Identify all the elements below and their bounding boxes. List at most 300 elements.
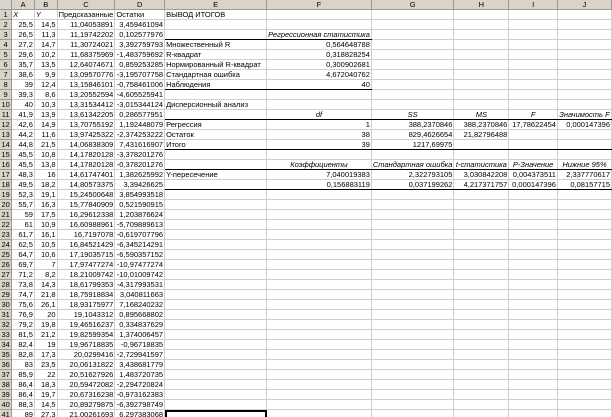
cell-e28[interactable]: [165, 280, 267, 290]
cell-j33[interactable]: [557, 330, 611, 340]
cell-h2[interactable]: [454, 20, 509, 30]
cell-d4[interactable]: 3,392759793: [115, 40, 165, 50]
cell-j41[interactable]: [557, 410, 611, 417]
cell-g38[interactable]: [371, 380, 454, 390]
cell-b31[interactable]: 20: [34, 310, 57, 320]
cell-e22[interactable]: [165, 220, 267, 230]
cell-a12[interactable]: 42,6: [12, 120, 35, 130]
cell-a11[interactable]: 41,9: [12, 110, 35, 120]
row-header[interactable]: 26: [1, 259, 10, 269]
cell-i34[interactable]: [509, 340, 558, 350]
cell-j29[interactable]: [557, 290, 611, 300]
cell-h16[interactable]: t-статистика: [455, 159, 507, 169]
cell-j18[interactable]: 0,08157715: [557, 180, 611, 190]
cell-i30[interactable]: [509, 300, 558, 310]
cell-c19[interactable]: 15,24500648: [57, 190, 115, 200]
row-header[interactable]: 20: [1, 199, 10, 209]
cell-i14[interactable]: [509, 140, 558, 150]
row-header[interactable]: 40: [1, 399, 10, 409]
row-header[interactable]: 23: [1, 229, 10, 239]
cell-a3[interactable]: 26,5: [12, 30, 35, 40]
cell-b5[interactable]: 10,2: [34, 50, 57, 60]
cell-d41[interactable]: 6,297383068: [115, 410, 165, 417]
cell-c5[interactable]: 11,68375969: [57, 50, 115, 60]
cell-f36[interactable]: [267, 360, 372, 370]
cell-d21[interactable]: 1,203876624: [115, 210, 165, 220]
cell-h35[interactable]: [454, 350, 509, 360]
cell-b41[interactable]: 27,3: [34, 410, 57, 417]
cell-d7[interactable]: -3,195707758: [116, 69, 164, 79]
cell-b13[interactable]: 11,6: [34, 130, 57, 140]
cell-i23[interactable]: [509, 230, 558, 240]
cell-i11[interactable]: F: [509, 110, 558, 120]
cell-g32[interactable]: [371, 320, 454, 330]
cell-g16[interactable]: Стандартная ошибка: [372, 159, 453, 169]
row-header[interactable]: 32: [1, 319, 10, 329]
cell-a28[interactable]: 73,8: [12, 280, 35, 290]
cell-f3[interactable]: Регрессионная статистика: [268, 29, 370, 39]
cell-h30[interactable]: [454, 300, 509, 310]
cell-b22[interactable]: 10,9: [34, 220, 57, 230]
cell-a25[interactable]: 64,7: [12, 250, 35, 260]
cell-a35[interactable]: 82,8: [12, 350, 35, 360]
cell-a40[interactable]: 88,3: [12, 400, 35, 410]
row-header[interactable]: 4: [0, 40, 12, 50]
cell-e9[interactable]: [165, 90, 267, 100]
cell-f23[interactable]: [267, 230, 372, 240]
cell-h14[interactable]: [454, 140, 509, 150]
cell-f20[interactable]: [267, 200, 372, 210]
cell-b12[interactable]: 14,9: [34, 120, 57, 130]
cell-e40[interactable]: [165, 400, 267, 410]
cell-b28[interactable]: 14,3: [34, 280, 57, 290]
cell-h15[interactable]: [454, 150, 509, 160]
cell-i2[interactable]: [509, 20, 558, 30]
cell-j7[interactable]: [557, 70, 611, 80]
column-header-d[interactable]: D: [115, 0, 165, 10]
cell-f21[interactable]: [267, 210, 372, 220]
row-header[interactable]: 15: [1, 149, 10, 159]
row-header[interactable]: 38: [1, 379, 10, 389]
cell-g1[interactable]: [371, 10, 454, 20]
cell-c21[interactable]: 16,29612338: [57, 210, 115, 220]
cell-f6[interactable]: 0,300902681: [267, 60, 372, 70]
cell-j30[interactable]: [557, 300, 611, 310]
cell-c39[interactable]: 20,67316238: [57, 390, 115, 400]
cell-g22[interactable]: [371, 220, 454, 230]
cell-a10[interactable]: 40: [12, 100, 35, 110]
cell-d29[interactable]: 3,040811663: [115, 290, 165, 300]
cell-e7[interactable]: Стандартная ошибка: [165, 70, 267, 80]
cell-g10[interactable]: [371, 100, 454, 110]
cell-d37[interactable]: 1,483720735: [115, 370, 165, 380]
cell-c33[interactable]: 19,82599354: [57, 330, 115, 340]
cell-d24[interactable]: -6,345214291: [116, 239, 164, 249]
cell-f25[interactable]: [267, 250, 372, 260]
cell-b8[interactable]: 12,4: [34, 80, 57, 90]
row-header[interactable]: 9: [0, 90, 12, 100]
cell-a27[interactable]: 71,2: [12, 270, 35, 280]
cell-e21[interactable]: [165, 210, 267, 220]
cell-d17[interactable]: 1,382625992: [115, 170, 165, 180]
cell-j3[interactable]: [557, 30, 611, 40]
cell-i3[interactable]: [509, 30, 558, 40]
cell-e13[interactable]: Остаток: [165, 130, 267, 140]
cell-a41[interactable]: 89: [12, 410, 35, 417]
cell-e3[interactable]: [165, 30, 267, 40]
cell-e26[interactable]: [165, 260, 267, 270]
cell-g41[interactable]: [371, 410, 454, 417]
cell-e16[interactable]: [165, 160, 267, 170]
cell-i39[interactable]: [509, 390, 558, 400]
cell-h8[interactable]: [454, 80, 509, 90]
cell-i9[interactable]: [509, 90, 558, 100]
cell-c37[interactable]: 20,51627926: [57, 370, 115, 380]
cell-c27[interactable]: 18,21009742: [57, 270, 115, 280]
cell-c35[interactable]: 20,0299416: [57, 350, 115, 360]
cell-i20[interactable]: [509, 200, 558, 210]
row-header[interactable]: 25: [1, 249, 10, 259]
cell-e24[interactable]: [165, 240, 267, 250]
cell-d1[interactable]: Остатки: [115, 10, 165, 20]
cell-b36[interactable]: 23,5: [34, 360, 57, 370]
cell-d28[interactable]: -4,317993531: [116, 279, 164, 289]
cell-g4[interactable]: [371, 40, 454, 50]
cell-c23[interactable]: 16,7197078: [57, 230, 115, 240]
cell-e34[interactable]: [165, 340, 267, 350]
cell-h26[interactable]: [454, 260, 509, 270]
cell-a15[interactable]: 45,5: [12, 150, 35, 160]
cell-c11[interactable]: 13,61342205: [57, 110, 115, 120]
cell-c20[interactable]: 15,77840909: [57, 200, 115, 210]
cell-i35[interactable]: [509, 350, 558, 360]
cell-i12[interactable]: 17,78622454: [509, 120, 558, 130]
cell-h13[interactable]: 21,82796488: [454, 130, 509, 140]
cell-a19[interactable]: 52,3: [12, 190, 35, 200]
cell-g39[interactable]: [371, 390, 454, 400]
cell-g11[interactable]: SS: [371, 110, 454, 120]
row-header[interactable]: 30: [1, 299, 10, 309]
cell-a33[interactable]: 81,5: [12, 330, 35, 340]
row-header[interactable]: 27: [1, 269, 10, 279]
cell-i38[interactable]: [509, 380, 558, 390]
cell-i22[interactable]: [509, 220, 558, 230]
cell-b9[interactable]: 8,6: [34, 90, 57, 100]
cell-d34[interactable]: -0,96718835: [115, 340, 165, 350]
cell-g17[interactable]: 2,322793105: [371, 170, 454, 180]
cell-f4[interactable]: 0,564648788: [267, 40, 372, 50]
cell-i31[interactable]: [509, 310, 558, 320]
cell-a2[interactable]: 25,5: [12, 20, 35, 30]
cell-h25[interactable]: [454, 250, 509, 260]
cell-e18[interactable]: [165, 180, 267, 190]
cell-e33[interactable]: [165, 330, 267, 340]
cell-d22[interactable]: -5,709889613: [116, 219, 164, 229]
cell-e23[interactable]: [165, 230, 267, 240]
cell-e10[interactable]: Дисперсионный анализ: [165, 100, 267, 110]
cell-b26[interactable]: 7: [34, 260, 57, 270]
cell-i24[interactable]: [509, 240, 558, 250]
cell-i41[interactable]: [509, 410, 558, 417]
cell-j39[interactable]: [557, 390, 611, 400]
cell-e4[interactable]: Множественный R: [165, 40, 267, 50]
cell-a30[interactable]: 75,6: [12, 300, 35, 310]
cell-g5[interactable]: [371, 50, 454, 60]
cell-f8[interactable]: 40: [267, 80, 372, 90]
cell-e35[interactable]: [165, 350, 267, 360]
cell-c4[interactable]: 11,30724021: [57, 40, 115, 50]
cell-f27[interactable]: [267, 270, 372, 280]
cell-a38[interactable]: 86,4: [12, 380, 35, 390]
cell-a16[interactable]: 45,5: [12, 160, 35, 170]
cell-b29[interactable]: 21,8: [34, 290, 57, 300]
row-header[interactable]: 21: [1, 209, 10, 219]
column-header-a[interactable]: A: [12, 0, 35, 10]
cell-d23[interactable]: -0,619707796: [116, 229, 164, 239]
cell-h17[interactable]: 3,030842208: [454, 170, 509, 180]
row-header[interactable]: 17: [1, 169, 10, 179]
row-header[interactable]: 11: [0, 110, 12, 120]
cell-a17[interactable]: 48,3: [12, 170, 35, 180]
cell-g37[interactable]: [371, 370, 454, 380]
cell-i15[interactable]: [509, 150, 558, 160]
column-header-j[interactable]: J: [557, 0, 611, 10]
cell-d6[interactable]: 0,859253285: [115, 60, 165, 70]
cell-j28[interactable]: [557, 280, 611, 290]
cell-h18[interactable]: 4,217371757: [454, 180, 509, 190]
cell-b40[interactable]: 14,5: [34, 400, 57, 410]
cell-h5[interactable]: [454, 50, 509, 60]
cell-d18[interactable]: 3,39426625: [115, 180, 165, 190]
cell-i32[interactable]: [509, 320, 558, 330]
cell-c30[interactable]: 18,93175977: [57, 300, 115, 310]
cell-i27[interactable]: [509, 270, 558, 280]
cell-h39[interactable]: [454, 390, 509, 400]
cell-a32[interactable]: 79,2: [12, 320, 35, 330]
column-header-e[interactable]: E: [165, 0, 267, 10]
cell-c17[interactable]: 14,61747401: [57, 170, 115, 180]
cell-f12[interactable]: 1: [267, 120, 372, 130]
cell-j25[interactable]: [557, 250, 611, 260]
cell-b14[interactable]: 21,5: [34, 140, 57, 150]
cell-h22[interactable]: [454, 220, 509, 230]
cell-f39[interactable]: [267, 390, 372, 400]
cell-i1[interactable]: [509, 10, 558, 20]
cell-e20[interactable]: [165, 200, 267, 210]
cell-c29[interactable]: 18,75918834: [57, 290, 115, 300]
cell-j34[interactable]: [557, 340, 611, 350]
cell-b35[interactable]: 17,3: [34, 350, 57, 360]
cell-e12[interactable]: Регрессия: [165, 120, 267, 130]
cell-j36[interactable]: [557, 360, 611, 370]
cell-h23[interactable]: [454, 230, 509, 240]
cell-i19[interactable]: [509, 190, 558, 200]
cell-g6[interactable]: [371, 60, 454, 70]
row-header[interactable]: 34: [1, 339, 10, 349]
cell-e1[interactable]: ВЫВОД ИТОГОВ: [165, 10, 267, 20]
cell-e32[interactable]: [165, 320, 267, 330]
row-header[interactable]: 8: [0, 80, 12, 90]
row-header[interactable]: 28: [1, 279, 10, 289]
cell-h38[interactable]: [454, 380, 509, 390]
cell-g29[interactable]: [371, 290, 454, 300]
cell-a29[interactable]: 74,7: [12, 290, 35, 300]
cell-i33[interactable]: [509, 330, 558, 340]
cell-i6[interactable]: [509, 60, 558, 70]
cell-d25[interactable]: -6,590357152: [116, 249, 164, 259]
cell-j13[interactable]: [557, 130, 611, 140]
row-header[interactable]: 7: [0, 70, 12, 80]
cell-f16[interactable]: Коэффициенты: [267, 160, 372, 170]
cell-h27[interactable]: [454, 270, 509, 280]
cell-c36[interactable]: 20,06131822: [57, 360, 115, 370]
cell-d9[interactable]: -4,605525941: [116, 89, 164, 99]
cell-h10[interactable]: [454, 100, 509, 110]
cell-f22[interactable]: [267, 220, 372, 230]
cell-a20[interactable]: 55,7: [12, 200, 35, 210]
cell-f34[interactable]: [267, 340, 372, 350]
cell-b10[interactable]: 10,3: [34, 100, 57, 110]
cell-e17[interactable]: Y-пересечение: [165, 170, 267, 180]
cell-f41[interactable]: [267, 410, 372, 417]
cell-b37[interactable]: 22: [34, 370, 57, 380]
cell-c41[interactable]: 21,00261693: [57, 410, 115, 417]
cell-g24[interactable]: [371, 240, 454, 250]
cell-a13[interactable]: 44,2: [12, 130, 35, 140]
row-header[interactable]: 13: [1, 129, 10, 139]
cell-f1[interactable]: [267, 10, 372, 20]
cell-f11[interactable]: df: [267, 110, 372, 120]
row-header[interactable]: 37: [1, 369, 10, 379]
row-header[interactable]: 31: [1, 309, 10, 319]
cell-d26[interactable]: -10,97477274: [116, 259, 164, 269]
cell-g21[interactable]: [371, 210, 454, 220]
cell-b15[interactable]: 10,8: [34, 150, 57, 160]
cell-d11[interactable]: 0,286577951: [115, 110, 165, 120]
cell-a37[interactable]: 85,9: [12, 370, 35, 380]
cell-g13[interactable]: 829,4626654: [371, 130, 454, 140]
cell-b38[interactable]: 18,3: [34, 380, 57, 390]
cell-e41[interactable]: [165, 410, 267, 417]
cell-f28[interactable]: [267, 280, 372, 290]
row-header[interactable]: 5: [0, 50, 12, 60]
cell-h40[interactable]: [454, 400, 509, 410]
cell-i18[interactable]: 0,000147396: [509, 180, 558, 190]
cell-b24[interactable]: 10,5: [34, 240, 57, 250]
cell-a8[interactable]: 39: [12, 80, 35, 90]
cell-b11[interactable]: 13,9: [34, 110, 57, 120]
cell-d13[interactable]: -2,374253222: [116, 129, 164, 139]
row-header[interactable]: 10: [1, 99, 10, 109]
cell-c8[interactable]: 13,15846101: [57, 80, 115, 90]
cell-a6[interactable]: 35,7: [12, 60, 35, 70]
cell-h33[interactable]: [454, 330, 509, 340]
cell-e14[interactable]: Итого: [165, 140, 267, 150]
cell-g31[interactable]: [371, 310, 454, 320]
row-header[interactable]: 12: [1, 119, 10, 129]
cell-g12[interactable]: 388,2370846: [371, 120, 454, 130]
cell-b1[interactable]: Y: [34, 10, 57, 20]
column-header-g[interactable]: G: [371, 0, 454, 10]
cell-f2[interactable]: [267, 20, 372, 30]
cell-a26[interactable]: 69,7: [12, 260, 35, 270]
cell-a39[interactable]: 86,4: [12, 390, 35, 400]
row-header[interactable]: 36: [1, 359, 10, 369]
row-header[interactable]: 3: [0, 30, 12, 40]
cell-e30[interactable]: [165, 300, 267, 310]
cell-d19[interactable]: 3,854993518: [115, 190, 165, 200]
cell-c38[interactable]: 20,59472082: [57, 380, 115, 390]
cell-b25[interactable]: 10,6: [34, 250, 57, 260]
cell-c7[interactable]: 13,09570776: [57, 70, 115, 80]
column-header-c[interactable]: C: [57, 0, 115, 10]
cell-j24[interactable]: [557, 240, 611, 250]
cell-b21[interactable]: 17,5: [34, 210, 57, 220]
cell-f31[interactable]: [267, 310, 372, 320]
cell-j27[interactable]: [557, 270, 611, 280]
cell-j32[interactable]: [557, 320, 611, 330]
cell-e31[interactable]: [165, 310, 267, 320]
cell-j37[interactable]: [557, 370, 611, 380]
cell-b20[interactable]: 16,3: [34, 200, 57, 210]
cell-i28[interactable]: [509, 280, 558, 290]
cell-h3[interactable]: [454, 30, 509, 40]
cell-e25[interactable]: [165, 250, 267, 260]
cell-a21[interactable]: 59: [12, 210, 35, 220]
cell-e37[interactable]: [165, 370, 267, 380]
cell-d32[interactable]: 0,334837629: [115, 320, 165, 330]
cell-a7[interactable]: 38,6: [12, 70, 35, 80]
cell-d12[interactable]: 1,192448079: [115, 120, 165, 130]
cell-e15[interactable]: [165, 150, 267, 160]
column-header-f[interactable]: F: [267, 0, 372, 10]
cell-h12[interactable]: 388,2370846: [454, 120, 509, 130]
cell-d20[interactable]: 0,521590915: [115, 200, 165, 210]
cell-b30[interactable]: 26,1: [34, 300, 57, 310]
cell-j26[interactable]: [557, 260, 611, 270]
cell-h34[interactable]: [454, 340, 509, 350]
cell-g33[interactable]: [371, 330, 454, 340]
cell-b32[interactable]: 19,8: [34, 320, 57, 330]
cell-e8[interactable]: Наблюдения: [165, 80, 267, 90]
cell-g14[interactable]: 1217,69975: [371, 140, 454, 150]
cell-g36[interactable]: [371, 360, 454, 370]
cell-e36[interactable]: [165, 360, 267, 370]
cell-e11[interactable]: [165, 110, 267, 120]
row-header[interactable]: 14: [1, 139, 10, 149]
cell-h7[interactable]: [454, 70, 509, 80]
cell-e29[interactable]: [165, 290, 267, 300]
cell-d3[interactable]: 0,102577976: [115, 30, 165, 40]
cell-h11[interactable]: MS: [454, 110, 509, 120]
cell-f7[interactable]: 4,672040762: [267, 70, 372, 80]
cell-d10[interactable]: -3,015344124: [116, 99, 164, 109]
cell-i10[interactable]: [509, 100, 558, 110]
cell-b18[interactable]: 18,2: [34, 180, 57, 190]
cell-j10[interactable]: [557, 100, 611, 110]
cell-f38[interactable]: [267, 380, 372, 390]
cell-d31[interactable]: 0,895668802: [115, 310, 165, 320]
cell-g27[interactable]: [371, 270, 454, 280]
cell-b7[interactable]: 9,9: [34, 70, 57, 80]
cell-j4[interactable]: [557, 40, 611, 50]
row-header[interactable]: 18: [1, 179, 10, 189]
cell-h21[interactable]: [454, 210, 509, 220]
cell-i25[interactable]: [509, 250, 558, 260]
cell-a4[interactable]: 27,2: [12, 40, 35, 50]
cell-d40[interactable]: -6,392798749: [116, 399, 164, 409]
cell-c14[interactable]: 14,06838309: [57, 140, 115, 150]
